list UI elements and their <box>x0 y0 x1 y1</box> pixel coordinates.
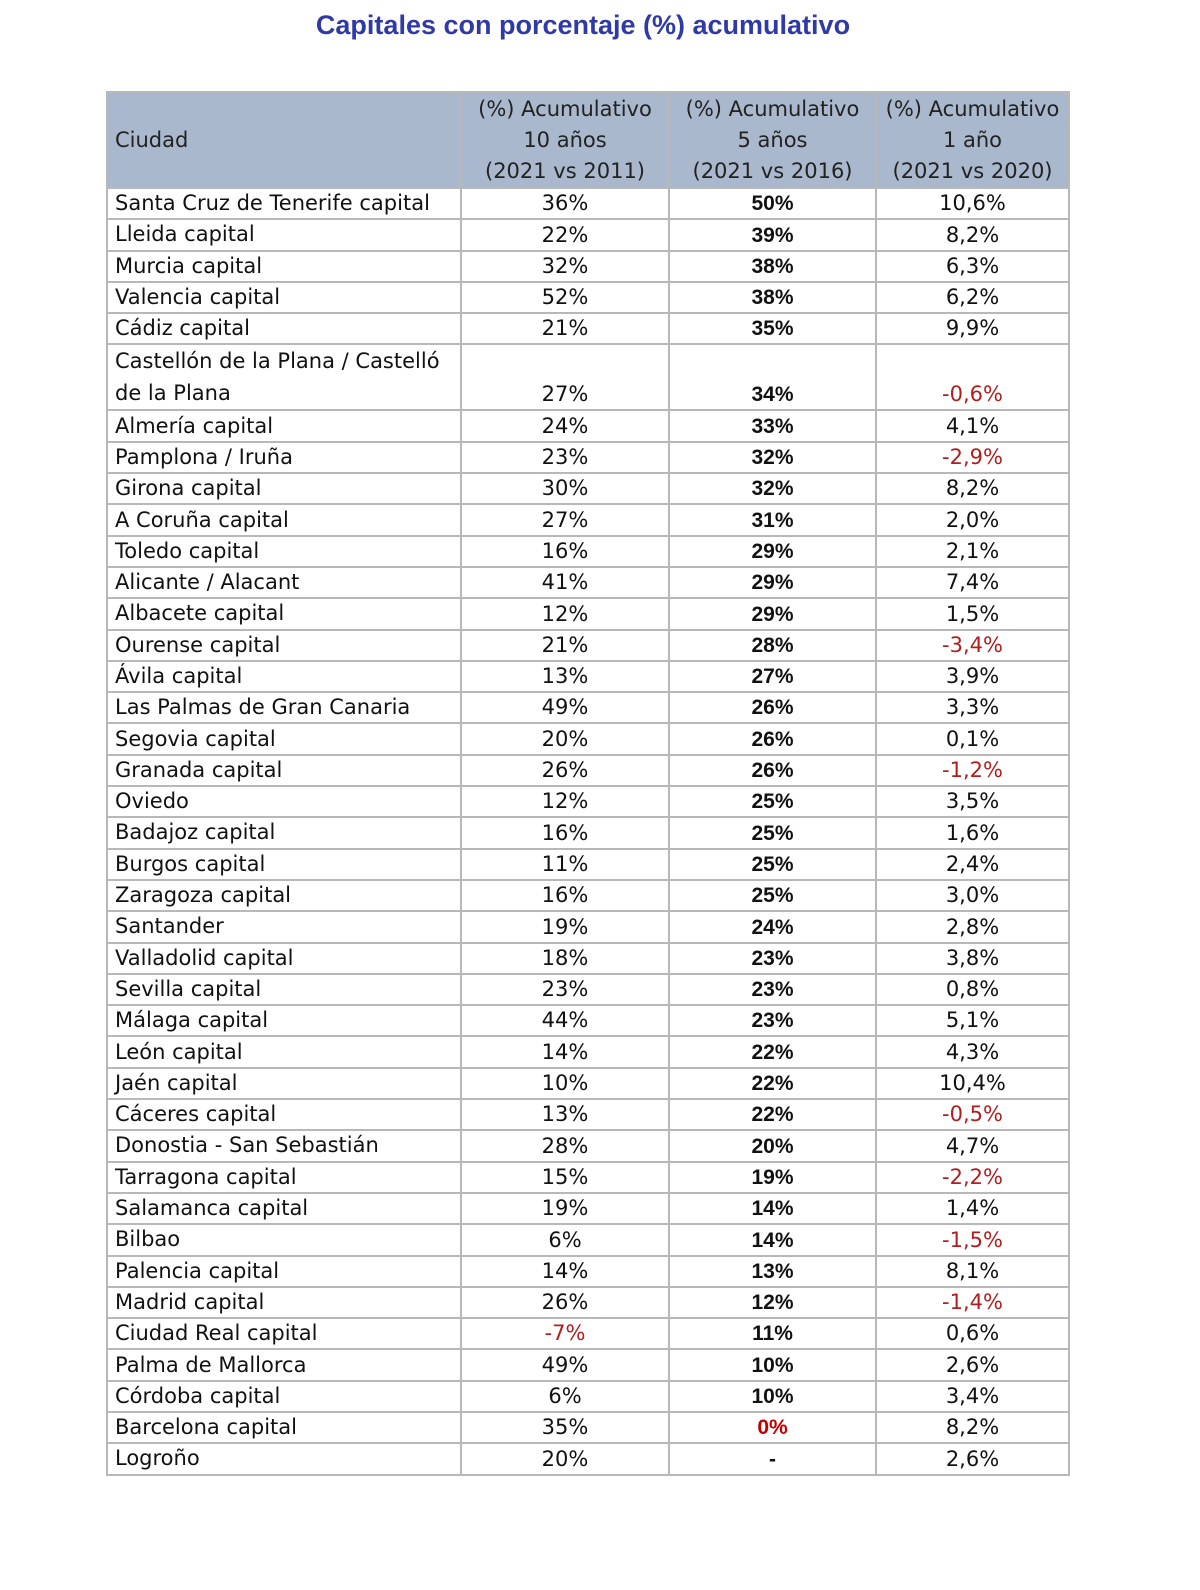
cell-10-years: 52% <box>461 282 669 313</box>
cell-10-years: 32% <box>461 251 669 282</box>
cell-10-years: 35% <box>461 1412 669 1443</box>
table-row <box>107 598 1069 629</box>
table-row <box>107 1130 1069 1161</box>
cell-10-years: 27% <box>461 344 669 410</box>
cell-1-year: 8,2% <box>876 219 1069 250</box>
cell-1-year: 4,3% <box>876 1036 1069 1067</box>
cell-city: Ourense capital <box>107 630 461 661</box>
cell-city: Palencia capital <box>107 1256 461 1287</box>
cell-5-years: 10% <box>669 1381 876 1412</box>
cell-1-year: 2,6% <box>876 1349 1069 1380</box>
cell-5-years: 10% <box>669 1349 876 1380</box>
cell-10-years: 12% <box>461 598 669 629</box>
table-row <box>107 1036 1069 1067</box>
cell-10-years: 13% <box>461 661 669 692</box>
cell-city: Las Palmas de Gran Canaria <box>107 692 461 723</box>
table-row <box>107 755 1069 786</box>
table-row <box>107 251 1069 282</box>
cell-city: Santander <box>107 911 461 942</box>
cell-city: Cáceres capital <box>107 1099 461 1130</box>
cell-10-years: 49% <box>461 1349 669 1380</box>
cell-5-years: 22% <box>669 1068 876 1099</box>
cell-10-years: 26% <box>461 755 669 786</box>
table-row <box>107 880 1069 911</box>
cell-1-year: -0,5% <box>876 1099 1069 1130</box>
cell-5-years: 26% <box>669 692 876 723</box>
cell-1-year: -2,9% <box>876 442 1069 473</box>
page-title: Capitales con porcentaje (%) acumulativo <box>315 10 851 40</box>
cell-1-year: 1,6% <box>876 817 1069 848</box>
cell-5-years: 13% <box>669 1256 876 1287</box>
cell-1-year: 3,3% <box>876 692 1069 723</box>
cell-5-years: 29% <box>669 536 876 567</box>
cell-5-years: 31% <box>669 504 876 535</box>
cell-1-year: 3,5% <box>876 786 1069 817</box>
cell-5-years: 29% <box>669 598 876 629</box>
cell-10-years: 16% <box>461 880 669 911</box>
table-row <box>107 282 1069 313</box>
table-row <box>107 849 1069 880</box>
cell-city: Granada capital <box>107 755 461 786</box>
table-row <box>107 410 1069 441</box>
cell-5-years: 14% <box>669 1193 876 1224</box>
cell-1-year: 2,0% <box>876 504 1069 535</box>
cell-10-years: 18% <box>461 943 669 974</box>
cell-1-year: 1,5% <box>876 598 1069 629</box>
cell-city: Jaén capital <box>107 1068 461 1099</box>
cell-city: Girona capital <box>107 473 461 504</box>
cell-10-years: 26% <box>461 1287 669 1318</box>
header-5-years <box>669 92 876 188</box>
cell-1-year: -3,4% <box>876 630 1069 661</box>
cell-1-year: 0,6% <box>876 1318 1069 1349</box>
cell-10-years: 6% <box>461 1381 669 1412</box>
cell-city: Málaga capital <box>107 1005 461 1036</box>
table-row <box>107 1193 1069 1224</box>
cell-5-years: 22% <box>669 1099 876 1130</box>
header-1-year-line: (2021 vs 2020) <box>892 158 1053 183</box>
cell-1-year: 3,0% <box>876 880 1069 911</box>
table-row <box>107 817 1069 848</box>
cell-10-years: 15% <box>461 1162 669 1193</box>
cell-10-years: 14% <box>461 1036 669 1067</box>
cell-city: Valladolid capital <box>107 943 461 974</box>
cell-5-years: 25% <box>669 786 876 817</box>
cell-5-years: 19% <box>669 1162 876 1193</box>
table-row <box>107 344 1069 410</box>
cell-10-years: 41% <box>461 567 669 598</box>
header-10-years-line: (%) Acumulativo <box>478 96 652 121</box>
cell-city: Córdoba capital <box>107 1381 461 1412</box>
cell-10-years: 16% <box>461 536 669 567</box>
table-row <box>107 786 1069 817</box>
cell-1-year: 6,2% <box>876 282 1069 313</box>
cell-1-year: 3,8% <box>876 943 1069 974</box>
header-5-years-line: (%) Acumulativo <box>685 96 860 121</box>
cell-city: Palma de Mallorca <box>107 1349 461 1380</box>
table-row <box>107 1099 1069 1130</box>
cell-5-years: 50% <box>669 188 876 219</box>
cell-city: Zaragoza capital <box>107 880 461 911</box>
cell-1-year: -1,4% <box>876 1287 1069 1318</box>
cell-city: A Coruña capital <box>107 504 461 535</box>
table-row <box>107 1005 1069 1036</box>
cell-5-years: 29% <box>669 567 876 598</box>
table-row <box>107 567 1069 598</box>
cell-1-year: 3,4% <box>876 1381 1069 1412</box>
cell-city: Tarragona capital <box>107 1162 461 1193</box>
cell-1-year: 2,1% <box>876 536 1069 567</box>
cell-city: Castellón de la Plana / Castelló de la Plana <box>107 344 461 410</box>
cell-5-years: 11% <box>669 1318 876 1349</box>
table-body <box>107 188 1069 1475</box>
table-row <box>107 1443 1069 1474</box>
cell-5-years: 33% <box>669 410 876 441</box>
table-row <box>107 630 1069 661</box>
cell-city: Cádiz capital <box>107 313 461 344</box>
cell-city: Madrid capital <box>107 1287 461 1318</box>
cell-10-years: 36% <box>461 188 669 219</box>
cell-5-years: 26% <box>669 723 876 754</box>
table-row <box>107 911 1069 942</box>
table-row <box>107 1412 1069 1443</box>
cell-city: Santa Cruz de Tenerife capital <box>107 188 461 219</box>
header-10-years-line: 10 años <box>523 127 607 152</box>
cell-1-year: 6,3% <box>876 251 1069 282</box>
cell-1-year: 8,2% <box>876 1412 1069 1443</box>
table-row <box>107 473 1069 504</box>
cell-1-year: 8,1% <box>876 1256 1069 1287</box>
cell-10-years: 21% <box>461 630 669 661</box>
cell-city: Segovia capital <box>107 723 461 754</box>
cell-5-years: 23% <box>669 974 876 1005</box>
table-row <box>107 1381 1069 1412</box>
cell-10-years: 10% <box>461 1068 669 1099</box>
cell-city: Ávila capital <box>107 661 461 692</box>
cell-city: León capital <box>107 1036 461 1067</box>
cell-10-years: 19% <box>461 911 669 942</box>
cell-10-years: 14% <box>461 1256 669 1287</box>
cell-city: Pamplona / Iruña <box>107 442 461 473</box>
table-row <box>107 661 1069 692</box>
cell-10-years: 6% <box>461 1224 669 1255</box>
cell-city: Toledo capital <box>107 536 461 567</box>
cell-1-year: 2,8% <box>876 911 1069 942</box>
cell-city: Murcia capital <box>107 251 461 282</box>
cell-5-years: 32% <box>669 473 876 504</box>
cell-city: Salamanca capital <box>107 1193 461 1224</box>
header-10-years-line: (2021 vs 2011) <box>485 158 645 183</box>
table-row <box>107 1224 1069 1255</box>
cell-1-year: 10,4% <box>876 1068 1069 1099</box>
table-row <box>107 1162 1069 1193</box>
cell-10-years: 20% <box>461 723 669 754</box>
cell-5-years: 12% <box>669 1287 876 1318</box>
cell-5-years: 38% <box>669 251 876 282</box>
cell-1-year: -1,2% <box>876 755 1069 786</box>
cell-5-years: 35% <box>669 313 876 344</box>
table-row <box>107 974 1069 1005</box>
cell-5-years: 39% <box>669 219 876 250</box>
cell-5-years: 26% <box>669 755 876 786</box>
cell-5-years: 28% <box>669 630 876 661</box>
cell-1-year: 4,1% <box>876 410 1069 441</box>
cell-1-year: -1,5% <box>876 1224 1069 1255</box>
table-row <box>107 692 1069 723</box>
cell-1-year: 0,1% <box>876 723 1069 754</box>
cell-1-year: -2,2% <box>876 1162 1069 1193</box>
cell-city: Alicante / Alacant <box>107 567 461 598</box>
cell-1-year: 10,6% <box>876 188 1069 219</box>
cell-5-years: - <box>669 1443 876 1474</box>
cell-5-years: 25% <box>669 849 876 880</box>
cell-1-year: 0,8% <box>876 974 1069 1005</box>
cell-5-years: 25% <box>669 817 876 848</box>
cell-10-years: 44% <box>461 1005 669 1036</box>
cell-1-year: 2,6% <box>876 1443 1069 1474</box>
cell-1-year: 8,2% <box>876 473 1069 504</box>
cell-10-years: 30% <box>461 473 669 504</box>
table-row <box>107 943 1069 974</box>
cell-5-years: 23% <box>669 1005 876 1036</box>
cell-1-year: 9,9% <box>876 313 1069 344</box>
cell-city: Burgos capital <box>107 849 461 880</box>
cell-city: Sevilla capital <box>107 974 461 1005</box>
cell-1-year: 5,1% <box>876 1005 1069 1036</box>
cell-city: Valencia capital <box>107 282 461 313</box>
table-row <box>107 1349 1069 1380</box>
cell-10-years: 49% <box>461 692 669 723</box>
cell-5-years: 20% <box>669 1130 876 1161</box>
cell-1-year: 2,4% <box>876 849 1069 880</box>
cell-5-years: 38% <box>669 282 876 313</box>
cell-1-year: -0,6% <box>876 344 1069 410</box>
table-row <box>107 1068 1069 1099</box>
header-5-years-line: 5 años <box>737 127 808 152</box>
table-row <box>107 219 1069 250</box>
cell-5-years: 32% <box>669 442 876 473</box>
cell-1-year: 3,9% <box>876 661 1069 692</box>
cell-10-years: 19% <box>461 1193 669 1224</box>
cell-city: Albacete capital <box>107 598 461 629</box>
cell-city: Lleida capital <box>107 219 461 250</box>
cell-city: Almería capital <box>107 410 461 441</box>
table-row <box>107 1318 1069 1349</box>
cell-10-years: -7% <box>461 1318 669 1349</box>
cell-city: Ciudad Real capital <box>107 1318 461 1349</box>
cell-10-years: 16% <box>461 817 669 848</box>
cell-1-year: 7,4% <box>876 567 1069 598</box>
cell-city: Oviedo <box>107 786 461 817</box>
cell-city: Logroño <box>107 1443 461 1474</box>
cell-10-years: 28% <box>461 1130 669 1161</box>
cell-city: Barcelona capital <box>107 1412 461 1443</box>
cell-10-years: 27% <box>461 504 669 535</box>
table-row <box>107 442 1069 473</box>
cell-10-years: 23% <box>461 974 669 1005</box>
cell-city: Badajoz capital <box>107 817 461 848</box>
cell-5-years: 34% <box>669 344 876 410</box>
header-1-year-line: 1 año <box>942 127 1003 152</box>
cell-10-years: 12% <box>461 786 669 817</box>
cell-10-years: 21% <box>461 313 669 344</box>
cell-10-years: 22% <box>461 219 669 250</box>
cell-10-years: 13% <box>461 1099 669 1130</box>
cell-5-years: 0% <box>669 1412 876 1443</box>
header-5-years-line: (2021 vs 2016) <box>692 158 853 183</box>
cell-5-years: 22% <box>669 1036 876 1067</box>
table-row <box>107 536 1069 567</box>
table-row <box>107 723 1069 754</box>
cell-city: Bilbao <box>107 1224 461 1255</box>
table-header-row <box>107 92 1069 188</box>
cell-5-years: 14% <box>669 1224 876 1255</box>
table-row <box>107 1287 1069 1318</box>
header-1-year <box>876 92 1069 188</box>
cell-5-years: 25% <box>669 880 876 911</box>
header-10-years <box>461 92 669 188</box>
cell-1-year: 1,4% <box>876 1193 1069 1224</box>
table-row <box>107 1256 1069 1287</box>
table-row <box>107 313 1069 344</box>
cell-5-years: 27% <box>669 661 876 692</box>
cell-10-years: 23% <box>461 442 669 473</box>
cell-5-years: 24% <box>669 911 876 942</box>
header-city: Ciudad <box>107 92 461 188</box>
capitals-table <box>106 91 1070 1476</box>
cell-1-year: 4,7% <box>876 1130 1069 1161</box>
cell-5-years: 23% <box>669 943 876 974</box>
table-row <box>107 188 1069 219</box>
header-1-year-line: (%) Acumulativo <box>885 96 1060 121</box>
cell-10-years: 24% <box>461 410 669 441</box>
table-row <box>107 504 1069 535</box>
cell-10-years: 11% <box>461 849 669 880</box>
cell-city: Donostia - San Sebastián <box>107 1130 461 1161</box>
cell-10-years: 20% <box>461 1443 669 1474</box>
